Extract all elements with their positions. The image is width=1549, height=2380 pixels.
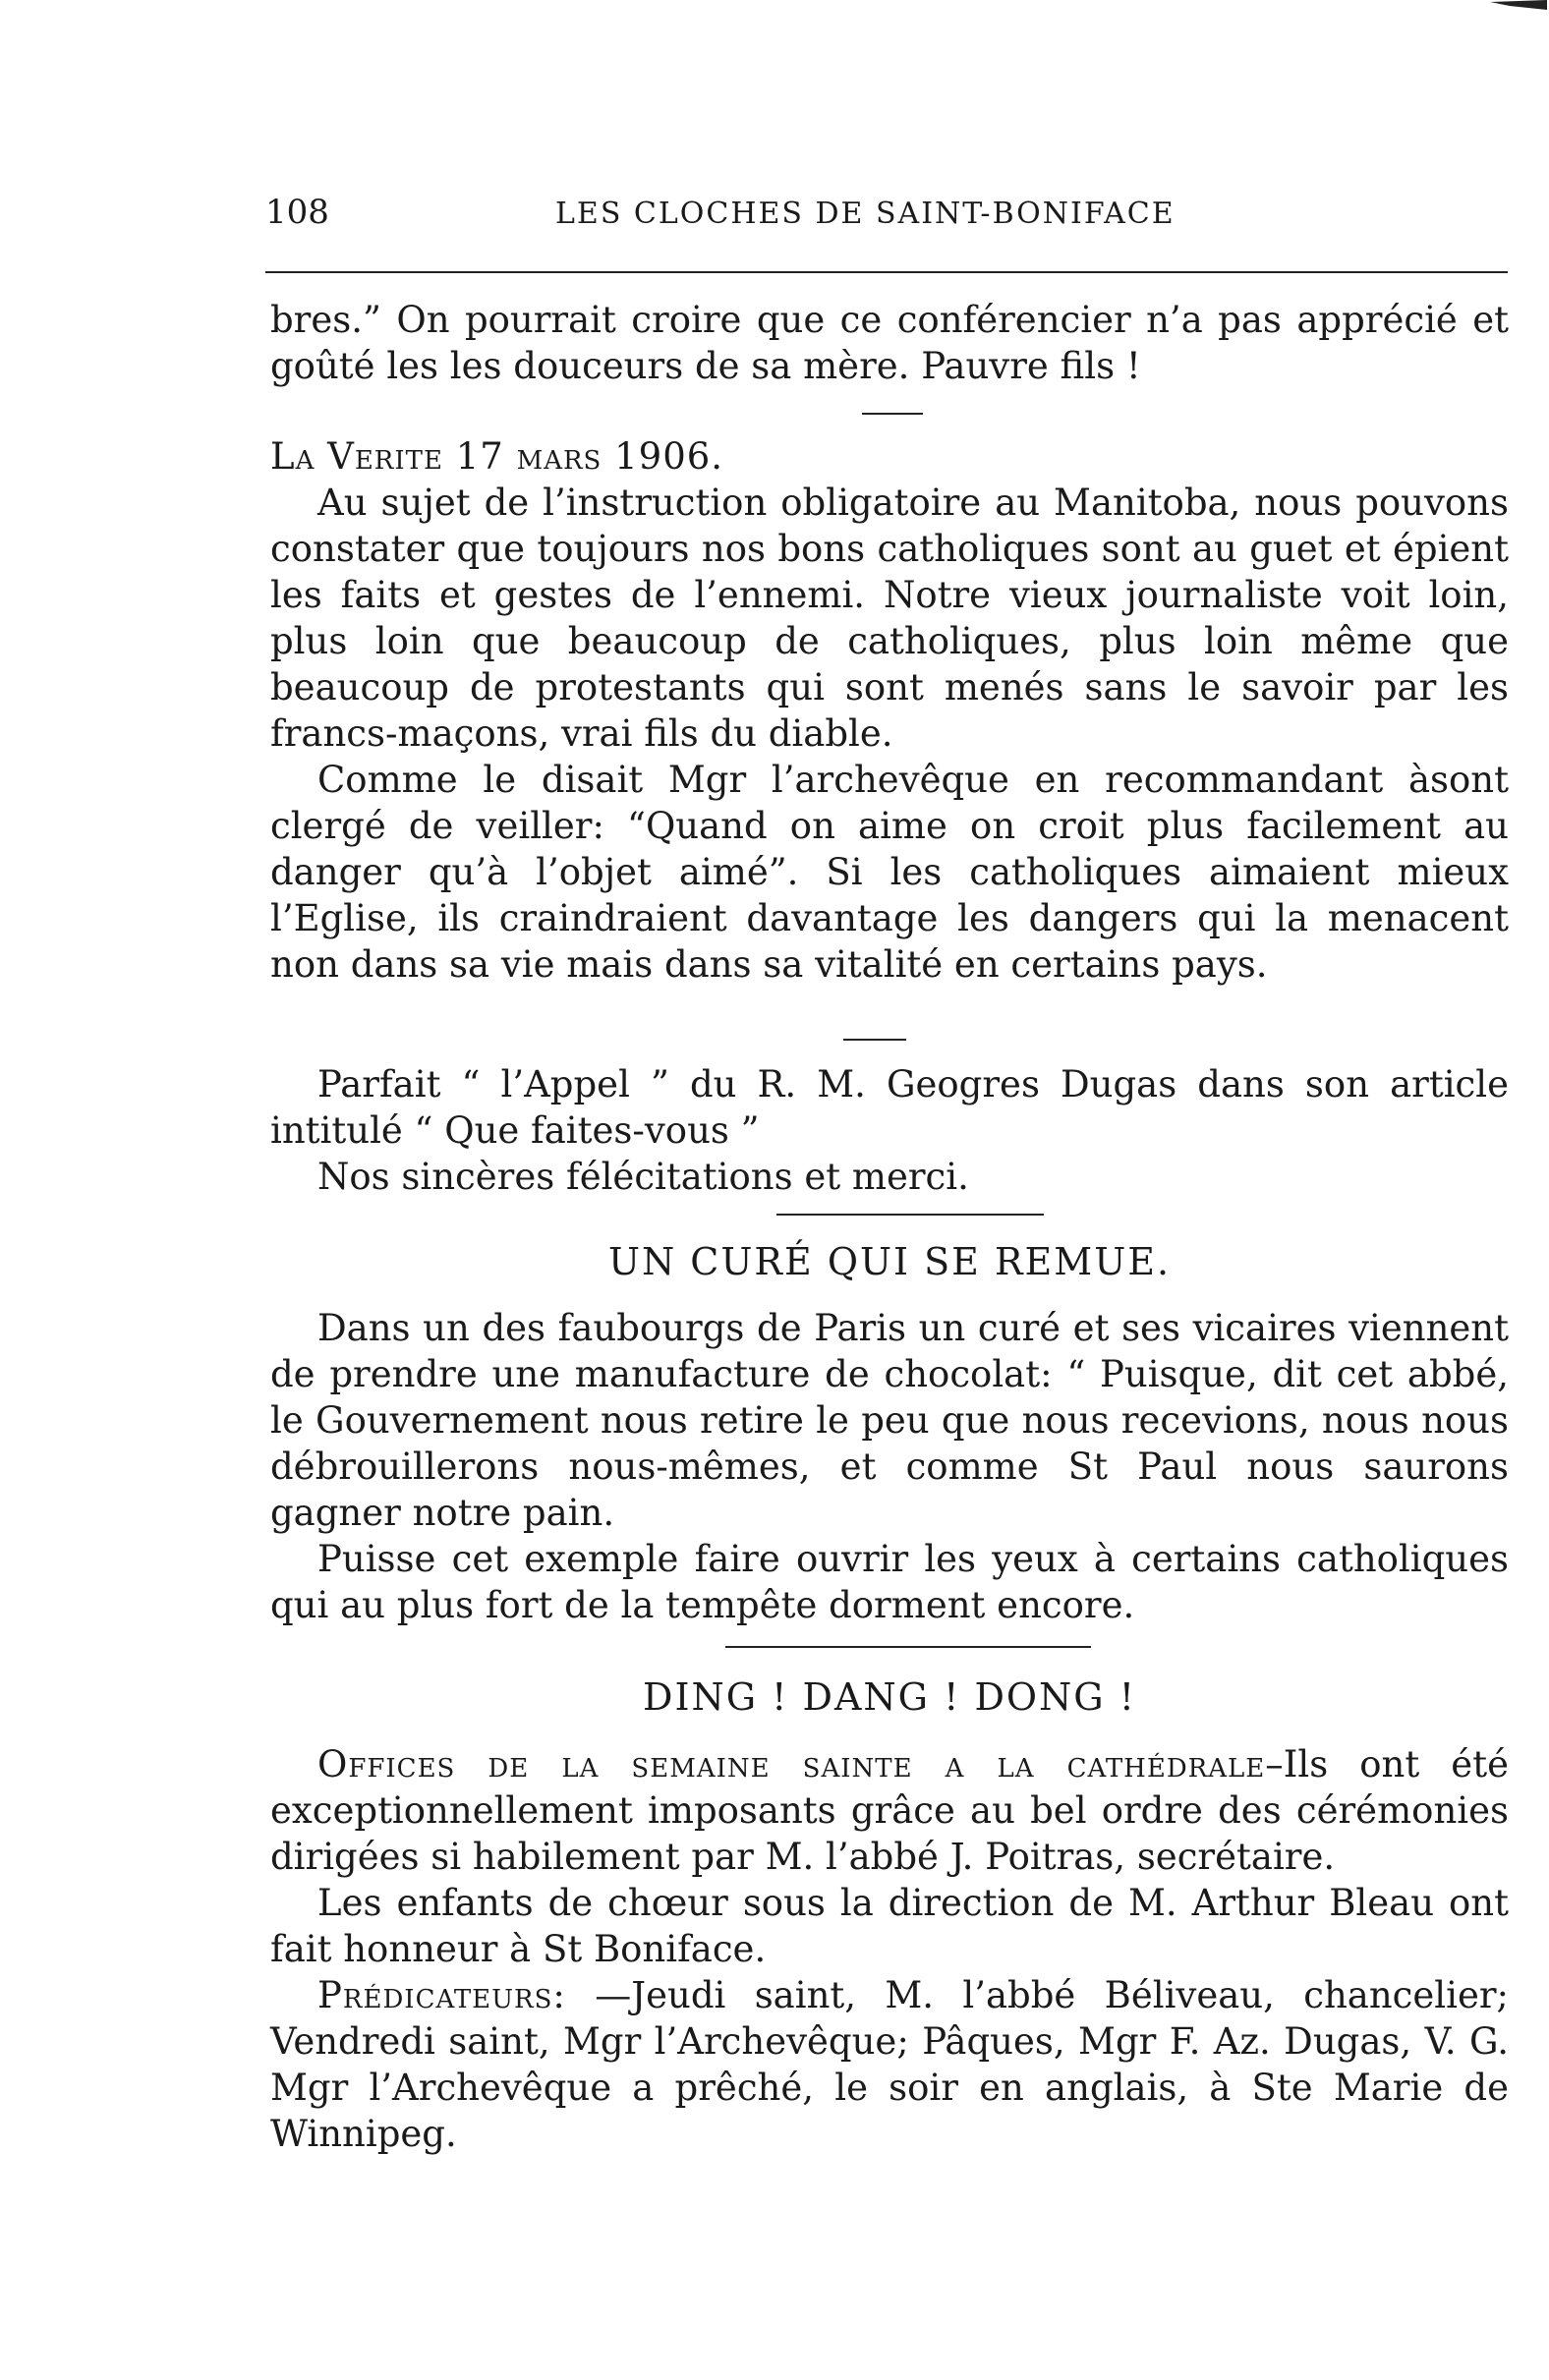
offices-label: Offices de la semaine sainte a la cathédrale — [317, 1743, 1266, 1785]
ding-section — [270, 1741, 1509, 2157]
predicateurs-label: Prédicateurs: — [317, 1974, 566, 2016]
continuation-block — [270, 297, 1509, 389]
enfants-paragraph: Les enfants de chœur sous la direction de M. Arthur Bleau ont fait honneur à St Boniface. — [270, 1882, 1509, 1970]
verite-dateline: La Verite 17 mars 1906. — [270, 435, 724, 478]
offices-paragraph — [270, 1741, 1509, 1880]
predicateurs-text: —Jeudi saint, M. l’abbé Béliveau, chancelier; Vendredi saint, Mgr l’Archevêque; Pâques, Mgr F. Az. Dugas, V. G. Mgr l’Archevêque a prêché, le soir en anglais, à Ste Marie de Winnipeg. — [270, 1974, 1509, 2155]
section-divider — [725, 1646, 1091, 1648]
running-header — [265, 193, 1248, 242]
offices-text: –Ils ont été exceptionnellement imposants grâce au bel ordre des cérémonies dirigées si habilement par M. l’abbé J. Poitras, secrétaire. — [270, 1743, 1509, 1878]
cure-heading: UN CURÉ QUI SE REMUE. — [607, 1240, 1172, 1283]
appel-paragraph-1: Parfait “ l’Appel ” du R. M. Geogres Dugas dans son article intitulé “ Que faites-vous ” — [270, 1063, 1509, 1152]
section-divider — [776, 1214, 1044, 1216]
appel-paragraph-2: Nos sincères félécitations et merci. — [317, 1156, 969, 1198]
predicateurs-paragraph — [270, 1972, 1509, 2157]
cure-paragraph-1: Dans un des faubourgs de Paris un curé et ses vicaires viennent de prendre une manufacture de chocolat: “ Puisque, dit cet abbé, le Gouvernement nous retire le peu que nous recevions, nous nous débrouillerons nous-mêmes, et comme St Paul nous saurons gagner notre pain. — [270, 1307, 1509, 1534]
section-divider — [843, 1039, 906, 1041]
header-rule — [265, 271, 1508, 273]
section-divider — [862, 413, 923, 415]
verite-paragraph-1: Au sujet de l’instruction obligatoire au Manitoba, nous pouvons constater que toujours nos bons catholiques sont au guet et épient les faits et gestes de l’ennemi. Notre vieux journaliste voit loin, plus loin que beaucoup de catholiques, plus loin même que beaucoup de protestants qui sont menés sans le savoir par les francs-maçons, vrai fils du diable. — [270, 482, 1509, 755]
ding-heading: DING ! DANG ! DONG ! — [642, 1675, 1137, 1719]
cure-paragraph-2: Puisse cet exemple faire ouvrir les yeux à certains catholiques qui au plus fort de la tempête dorment encore. — [270, 1538, 1509, 1626]
cure-section — [270, 1305, 1509, 1628]
verite-section — [270, 433, 1509, 988]
appel-section — [270, 1061, 1509, 1200]
continuation-paragraph: bres.” On pourrait croire que ce conférencier n’a pas apprécié et goûté les les douceurs de sa mère. Pauvre fils ! — [270, 299, 1509, 387]
running-title: LES CLOCHES DE SAINT-BONIFACE — [555, 197, 1176, 231]
verite-paragraph-2: Comme le disait Mgr l’archevêque en recommandant àsont clergé de veiller: “Quand on aime on croit plus facilement au danger qu’à l’objet aimé”. Si les catholiques aimaient mieux l’Eglise, ils craindraient davantage les dangers qui la menacent non dans sa vie mais dans sa vitalité en certains pays. — [270, 759, 1509, 986]
scan-edge-mark — [1470, 0, 1549, 14]
page-number: 108 — [265, 193, 329, 232]
